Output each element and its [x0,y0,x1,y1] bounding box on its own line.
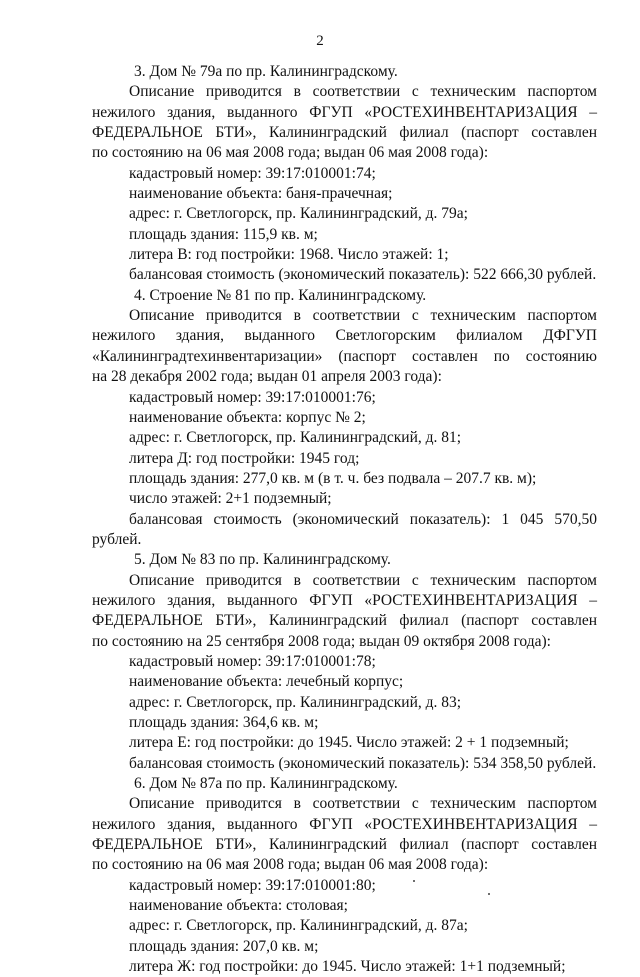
text-line: кадастровый номер: 39:17:010001:76; [129,388,376,406]
document-body [92,62,597,977]
text-line: кадастровый номер: 39:17:010001:80; [129,876,376,894]
text-line: наименование объекта: корпус № 2; [129,408,366,426]
text-line: литера Ж: год постройки: до 1945. Число этажей: 1+1 подземный; [129,958,566,976]
text-line: площадь здания: 207,0 кв. м; [129,937,319,955]
text-line: нежилого здания, выданного Светлогорским филиалом ДФГУП [92,327,597,345]
text-line: ФЕДЕРАЛЬНОЕ БТИ», Калининградский филиал (паспорт составлен [92,836,597,854]
text-line: по состоянию на 06 мая 2008 года; выдан 06 мая 2008 года): [92,144,489,162]
text-line: нежилого здания, выданного ФГУП «РОСТЕХИНВЕНТАРИЗАЦИЯ – [92,815,597,833]
text-line: адрес: г. Светлогорск, пр. Калининградский, д. 87а; [129,917,468,935]
scan-speck [488,893,490,895]
page-number: 2 [316,33,324,49]
text-line: адрес: г. Светлогорск, пр. Калининградский, д. 81; [129,429,462,447]
text-line: по состоянию на 06 мая 2008 года; выдан 06 мая 2008 года): [92,856,489,874]
text-line: адрес: г. Светлогорск, пр. Калининградский, д. 79а; [129,205,468,223]
text-line: нежилого здания, выданного ФГУП «РОСТЕХИНВЕНТАРИЗАЦИЯ – [92,103,597,121]
text-line: Описание приводится в соответствии с техническим паспортом [129,795,597,813]
text-line: кадастровый номер: 39:17:010001:74; [129,164,376,182]
text-line: площадь здания: 115,9 кв. м; [129,225,318,243]
text-line: ФЕДЕРАЛЬНОЕ БТИ», Калининградский филиал (паспорт составлен [92,124,597,142]
text-line: кадастровый номер: 39:17:010001:78; [129,652,376,670]
text-line: наименование объекта: лечебный корпус; [129,673,404,691]
text-line: балансовая стоимость (экономический показатель): 534 358,50 рублей. [129,754,597,772]
text-line: наименование объекта: баня-прачечная; [129,185,393,203]
text-line: балансовая стоимость (экономический показатель): 522 666,30 рублей. [129,266,597,284]
text-line: число этажей: 2+1 подземный; [129,490,332,508]
text-line: Описание приводится в соответствии с техническим паспортом [129,307,597,325]
text-line: ФЕДЕРАЛЬНОЕ БТИ», Калининградский филиал (паспорт составлен [92,612,597,630]
text-line: 3. Дом № 79а по пр. Калининградскому. [134,63,398,80]
text-line: 6. Дом № 87а по пр. Калининградскому. [134,775,398,793]
text-line: нежилого здания, выданного ФГУП «РОСТЕХИНВЕНТАРИЗАЦИЯ – [92,591,597,609]
text-line: на 28 декабря 2002 года; выдан 01 апреля 2003 года): [92,368,442,386]
text-line: адрес: г. Светлогорск, пр. Калининградский, д. 83; [129,693,462,711]
text-line: по состоянию на 25 сентября 2008 года; выдан 09 октября 2008 года): [92,632,551,650]
text-line: балансовая стоимость (экономический показатель): 1 045 570,50 [129,510,597,528]
text-line: литера Е: год постройки: до 1945. Число этажей: 2 + 1 подземный; [129,734,569,752]
text-line: 4. Строение № 81 по пр. Калининградскому. [134,286,427,304]
text-line: 5. Дом № 83 по пр. Калининградскому. [134,551,391,569]
text-line: «Калининградтехинвентаризации» (паспорт составлен по состоянию [92,347,597,365]
text-line: литера В: год постройки: 1968. Число этажей: 1; [129,246,449,264]
text-line: наименование объекта: столовая; [129,897,348,915]
text-line: площадь здания: 277,0 кв. м (в т. ч. без подвала – 207.7 кв. м); [129,469,537,487]
text-line: литера Д: год постройки: 1945 год; [129,449,360,467]
text-line: рублей. [92,530,142,548]
scan-speck [413,880,415,882]
text-line: площадь здания: 364,6 кв. м; [129,714,319,731]
text-line: Описание приводится в соответствии с техническим паспортом [129,83,597,101]
text-line: Описание приводится в соответствии с техническим паспортом [129,571,597,589]
